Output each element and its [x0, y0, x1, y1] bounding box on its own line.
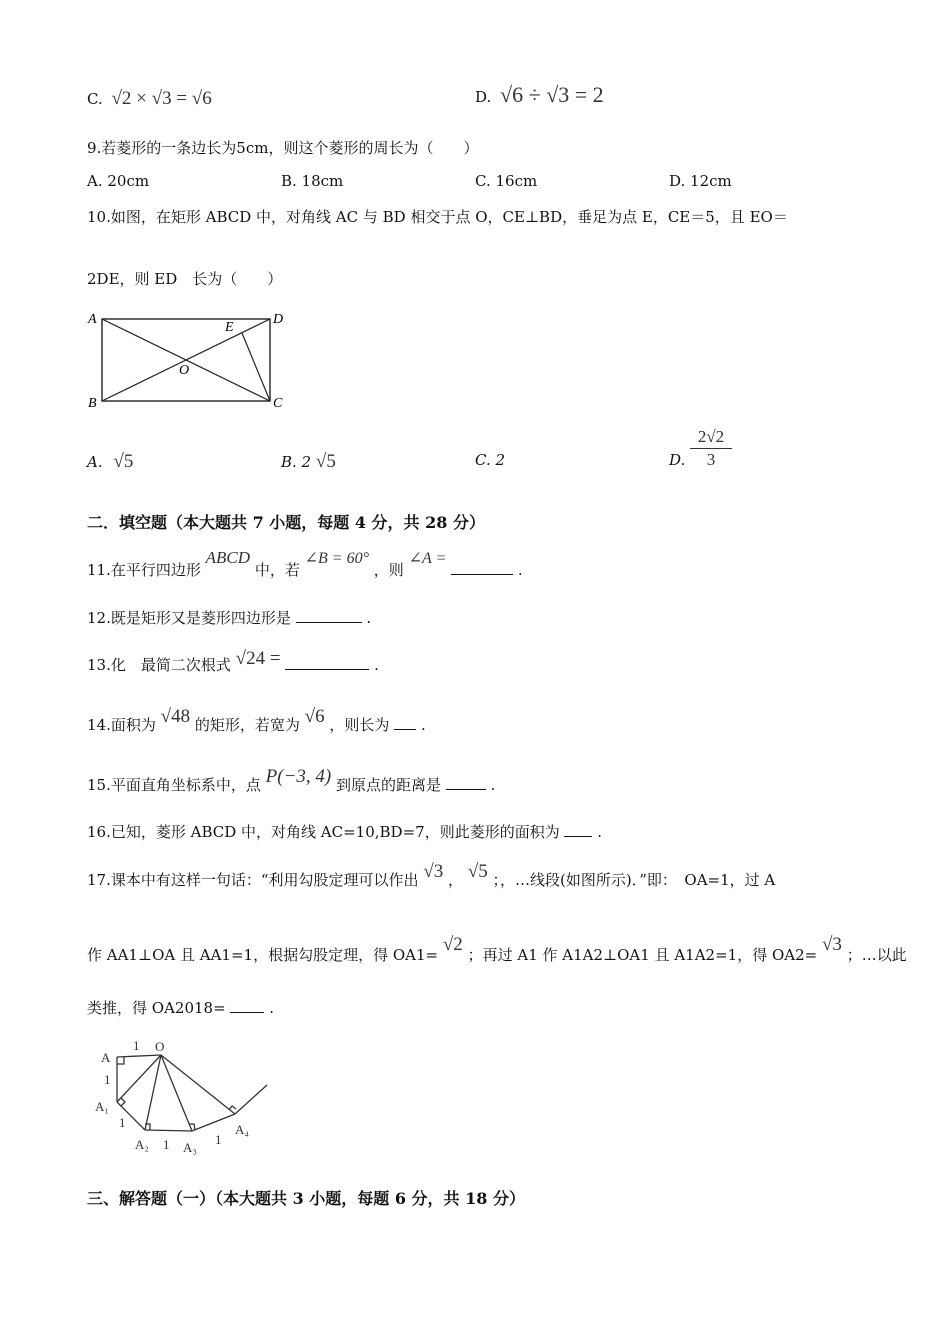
rectangle-figure: [82, 305, 292, 415]
q14: [87, 706, 426, 736]
q8-d-expr: √6 ÷ √3 = 2: [500, 82, 604, 107]
label-a3: A₃: [183, 1140, 197, 1155]
q8-d-label: D.: [475, 88, 492, 106]
q17-line1-pre: 17.课本中有这样一句话：“利用勾股定理可以作出: [87, 871, 419, 889]
q15-point: P(−3, 4): [265, 766, 332, 787]
q14-mid: 的矩形，若宽为: [194, 716, 300, 734]
q17-line3-text: 类推，得 OA2018=: [87, 999, 226, 1017]
label-a4: A₄: [235, 1122, 249, 1137]
segment-oa: [117, 1055, 161, 1057]
q17-line2-post: ；…以此: [846, 946, 907, 964]
q11-answer-blank[interactable]: [451, 560, 513, 575]
label-a: A: [101, 1050, 111, 1065]
label-one-a3a4: 1: [215, 1132, 222, 1147]
label-e: E: [225, 320, 234, 335]
segment-oa2: [145, 1055, 161, 1130]
label-a1: A₁: [95, 1099, 109, 1114]
section-3-title: 三、解答题（一）（本大题共 3 小题，每题 6 分，共 18 分）: [87, 1189, 525, 1208]
q17-line1: [87, 861, 776, 891]
right-angle-a4: [229, 1106, 236, 1110]
right-angle-a1: [121, 1098, 125, 1106]
q8-option-c: [87, 88, 212, 110]
q11-then: ，则: [373, 561, 404, 579]
q11-ask: ∠A =: [408, 550, 447, 567]
q12-answer-blank[interactable]: [296, 608, 362, 623]
q14-post: ，则长为: [329, 716, 390, 734]
q15-pre: 15.平面直角坐标系中，点: [87, 776, 261, 794]
q13: [87, 648, 379, 676]
q17-sqrt2: √2: [442, 934, 463, 955]
q15: [87, 766, 496, 796]
q10-d-numerator: 2√2: [690, 426, 732, 449]
q8-option-d: [475, 82, 604, 108]
label-one-a2a3: 1: [163, 1137, 170, 1152]
label-one-oa: 1: [133, 1038, 140, 1053]
label-o: O: [179, 363, 190, 378]
q11-condition: ∠B = 60°: [304, 550, 369, 567]
q17-line2-pre: 作 AA1⊥OA 且 AA1=1，根据勾股定理，得 OA1=: [87, 946, 439, 964]
q14-end: .: [420, 716, 426, 734]
q16-end: .: [597, 823, 603, 841]
q17-line3-end: .: [269, 999, 274, 1017]
q10-option-b: [281, 451, 336, 473]
q15-post: 到原点的距离是: [336, 776, 442, 794]
segment-ce: [242, 333, 270, 401]
q10-option-d-fraction: [690, 426, 732, 471]
q17-line2-mid: ；再过 A1 作 A1A2⊥OA1 且 A1A2=1，得 OA2=: [467, 946, 818, 964]
q10-b-label: B. 2: [281, 453, 312, 471]
label-o: O: [155, 1039, 165, 1054]
q9-option-c: C. 16cm: [475, 172, 538, 190]
q14-answer-blank[interactable]: [394, 715, 416, 730]
q10-d-denominator: 3: [706, 450, 716, 469]
q10-option-a: [87, 451, 133, 473]
segment-a3a4: [192, 1114, 235, 1131]
q16-text: 16.已知，菱形 ABCD 中，对角线 AC=10,BD=7，则此菱形的面积为: [87, 823, 560, 841]
q10-b-expr: √5: [315, 451, 336, 472]
q17-line3: [87, 997, 274, 1018]
label-one-a1a2: 1: [119, 1115, 126, 1130]
q13-expr: √24 =: [235, 648, 281, 669]
q13-pre: 13.化 最简二次根式: [87, 656, 231, 674]
q14-width: √6: [304, 706, 325, 727]
q11-mid: 中，若: [254, 561, 300, 579]
label-c: C: [273, 396, 283, 411]
section-2-title: 二．填空题（本大题共 7 小题，每题 4 分，共 28 分）: [87, 513, 485, 532]
q9-option-b: B. 18cm: [281, 172, 344, 190]
segment-continuation: [235, 1085, 267, 1114]
q17-answer-blank[interactable]: [230, 998, 264, 1013]
q8-c-label: C.: [87, 90, 103, 108]
q17-comma: ，: [448, 871, 464, 889]
segment-oa4: [161, 1055, 235, 1114]
label-a: A: [88, 312, 97, 327]
q17-sqrt5: √5: [467, 861, 488, 882]
q11-pre: 11.在平行四边形: [87, 561, 201, 579]
label-d: D: [273, 312, 284, 327]
q11-abcd: ABCD: [205, 548, 251, 567]
q15-answer-blank[interactable]: [446, 775, 486, 790]
q9-stem: 9.若菱形的一条边长为5cm，则这个菱形的周长为（ ）: [87, 139, 479, 157]
q9-option-a: A. 20cm: [87, 172, 150, 190]
q11-post: .: [517, 561, 523, 579]
q11: [87, 548, 523, 580]
q15-end: .: [490, 776, 496, 794]
q10-a-expr: √5: [113, 451, 134, 472]
q17-sqrt3: √3: [423, 861, 444, 882]
label-one-aa1: 1: [104, 1072, 111, 1087]
q10-option-c: C. 2: [475, 451, 506, 469]
q10-stem-line1: 10.如图，在矩形 ABCD 中，对角线 AC 与 BD 相交于点 O，CE⊥BD，垂足为点 E，CE＝5，且 EO＝: [87, 208, 788, 226]
q16: [87, 821, 602, 842]
q12-post: .: [366, 609, 372, 627]
q14-area: √48: [160, 706, 191, 727]
spiral-figure: [95, 1038, 280, 1163]
segment-a2a3: [145, 1130, 192, 1131]
label-a2: A₂: [135, 1137, 149, 1152]
label-b: B: [88, 396, 97, 411]
q8-c-expr: √2 × √3 = √6: [111, 88, 212, 109]
q17-sqrt3-b: √3: [822, 934, 842, 955]
q13-answer-blank[interactable]: [285, 655, 369, 670]
q10-d-label: D.: [669, 451, 686, 469]
q10-a-label: A.: [87, 453, 103, 471]
q14-pre: 14.面积为: [87, 716, 156, 734]
q17-line1-post: ；，…线段(如图所示)．”即： OA=1，过 A: [492, 871, 776, 889]
q13-post: .: [374, 656, 379, 674]
q12-text: 12.既是矩形又是菱形四边形是: [87, 609, 291, 627]
right-angle-a: [117, 1057, 124, 1064]
segment-oa3: [161, 1055, 192, 1131]
q16-answer-blank[interactable]: [564, 822, 592, 837]
q9-option-d: D. 12cm: [669, 172, 732, 190]
q10-stem-line2: 2DE，则 ED 长为（ ）: [87, 270, 283, 288]
q17-line2: [87, 934, 907, 966]
q12: [87, 607, 371, 628]
